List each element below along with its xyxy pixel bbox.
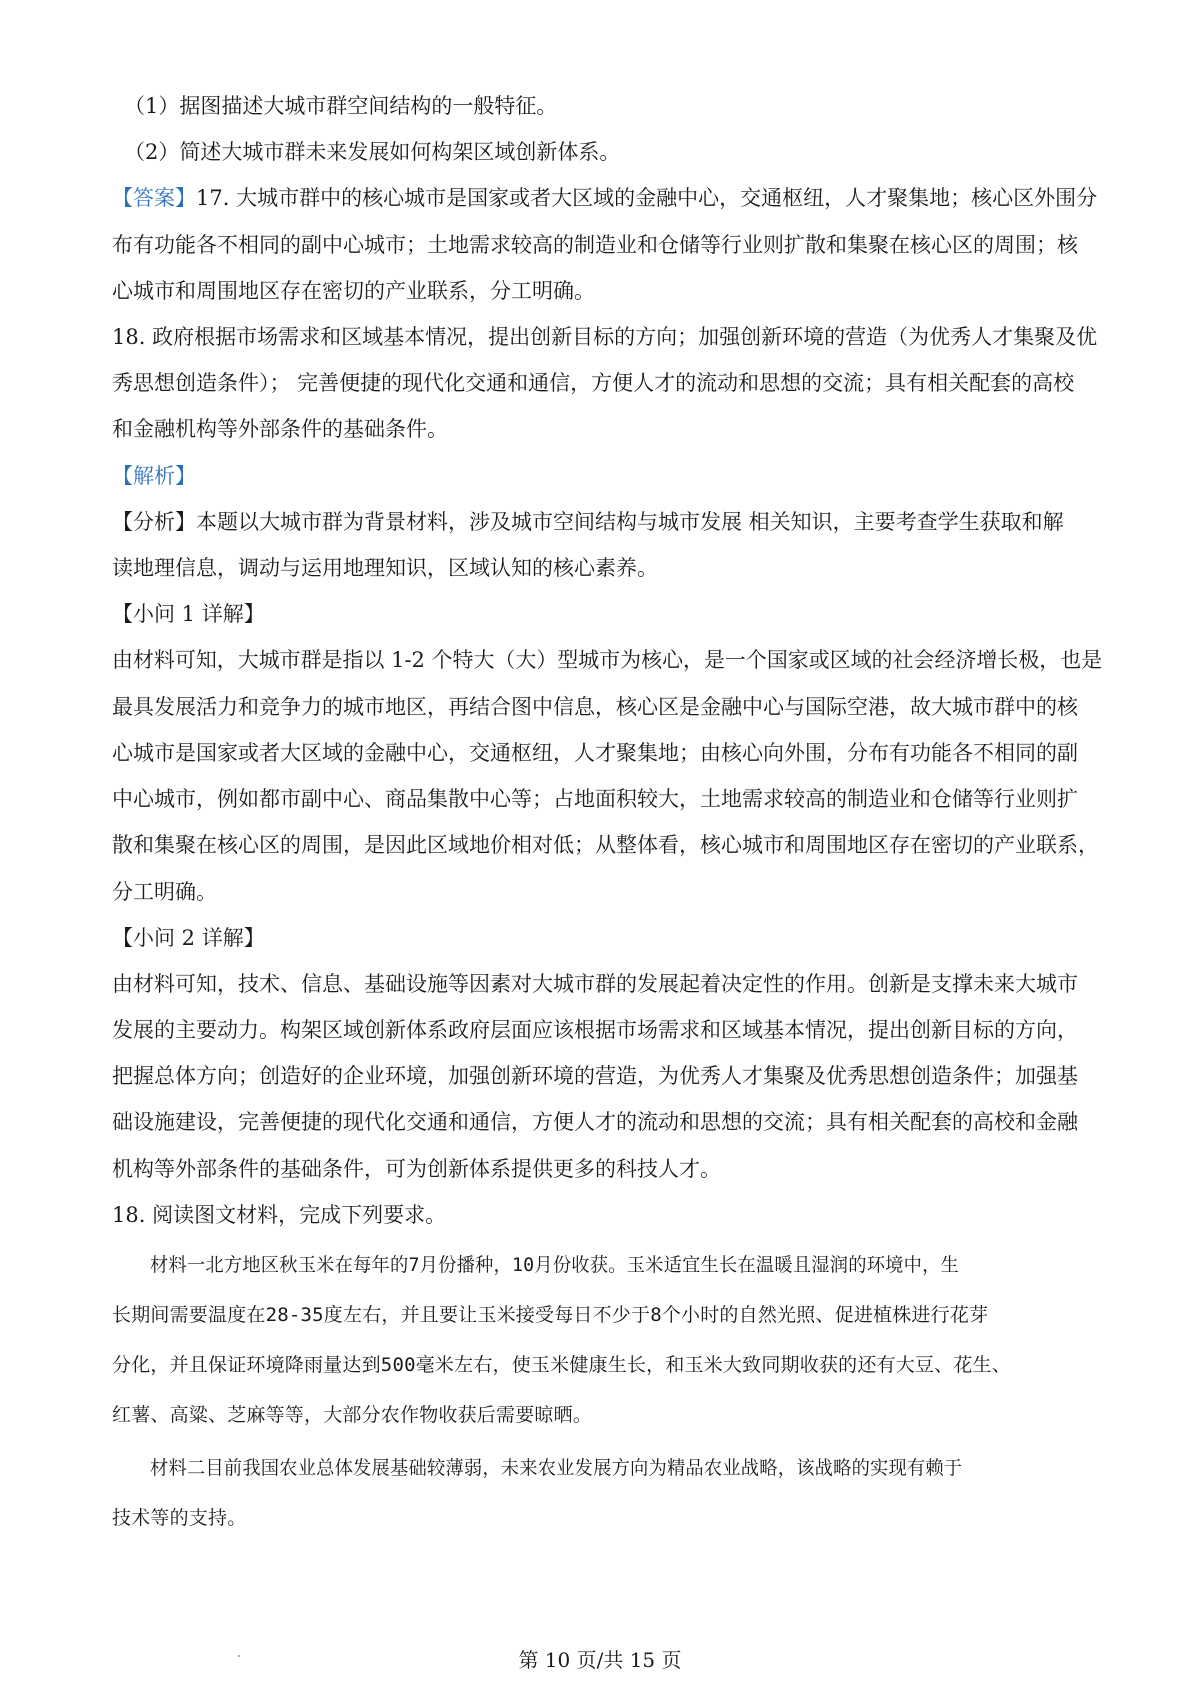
sub1-line-6: 分工明确。	[112, 880, 217, 904]
sub1-line-2: 最具发展活力和竞争力的城市地区，再结合图中信息，核心区是金融中心与国际空港，故大城市群中的核	[112, 695, 1078, 719]
answer-line-1: 【答案】17. 大城市群中的核心城市是国家或者大区域的金融中心，交通枢纽，人才聚集地；核心区外围分	[112, 186, 1098, 210]
answer-tag: 【答案】	[112, 186, 196, 210]
analysis-tag: 【解析】	[112, 464, 196, 488]
answer-line-2: 布有功能各不相同的副中心城市；土地需求较高的制造业和仓储等行业则扩散和集聚在核心区的周围；核	[112, 233, 1078, 257]
sub-question-2-heading: 【小问 2 详解】	[112, 926, 265, 950]
sub2-line-5: 机构等外部条件的基础条件，可为创新体系提供更多的科技人才。	[112, 1157, 721, 1181]
material-1-line-2: 长期间需要温度在28-35度左右，并且要让玉米接受每日不少于8个小时的自然光照、促进植株进行花芽	[112, 1304, 989, 1326]
sub2-line-2: 发展的主要动力。构架区域创新体系政府层面应该根据市场需求和区域基本情况，提出创新目标的方向，	[112, 1018, 1078, 1042]
sub2-line-4: 础设施建设，完善便捷的现代化交通和通信，方便人才的流动和思想的交流；具有相关配套的高校和金融	[112, 1110, 1078, 1134]
answer-line-5: 秀思想创造条件）； 完善便捷的现代化交通和通信，方便人才的流动和思想的交流；具有相关配套的高校	[112, 371, 1075, 395]
material-1-line-3: 分化，并且保证环境降雨量达到500毫米左右，使玉米健康生长，和玉米大致同期收获的还有大豆、花生、	[112, 1354, 1011, 1376]
material-1-line-4: 红薯、高粱、芝麻等等，大部分农作物收获后需要晾晒。	[112, 1404, 593, 1426]
sub2-line-3: 把握总体方向；创造好的企业环境，加强创新环境的营造，为优秀人才集聚及优秀思想创造条件；加强基	[112, 1064, 1078, 1088]
sub1-line-4: 中心城市，例如都市副中心、商品集散中心等；占地面积较大，土地需求较高的制造业和仓储等行业则扩	[112, 787, 1078, 811]
sub1-line-1: 由材料可知，大城市群是指以 1-2 个特大（大）型城市为核心，是一个国家或区域的社会经济增长极，也是	[112, 648, 1103, 672]
answer-line-6: 和金融机构等外部条件的基础条件。	[112, 417, 448, 441]
material-1-line-1: 材料一北方地区秋玉米在每年的7月份播种，10月份收获。玉米适宜生长在温暖且湿润的环境中，生	[150, 1254, 960, 1276]
analysis-line-1: 【分析】本题以大城市群为背景材料，涉及城市空间结构与城市发展 相关知识，主要考查学生获取和解	[112, 510, 1064, 534]
question-1: （1）据图描述大城市群空间结构的一般特征。	[124, 94, 558, 118]
material-2-line-1: 材料二目前我国农业总体发展基础较薄弱，未来农业发展方向为精品农业战略，该战略的实现有赖于	[150, 1457, 963, 1479]
question-18-title: 18. 阅读图文材料，完成下列要求。	[112, 1203, 447, 1227]
answer-line-3: 心城市和周围地区存在密切的产业联系，分工明确。	[112, 279, 595, 303]
sub1-line-5: 散和集聚在核心区的周围，是因此区域地价相对低；从整体看，核心城市和周围地区存在密切的产业联系，	[112, 833, 1099, 857]
analysis-line-2: 读地理信息，调动与运用地理知识，区域认知的核心素养。	[112, 556, 658, 580]
page-footer: 第 10 页/共 15 页	[518, 1648, 682, 1672]
sub1-line-3: 心城市是国家或者大区域的金融中心，交通枢纽，人才聚集地；由核心向外围，分布有功能各不相同的副	[112, 741, 1078, 765]
material-2-line-2: 技术等的支持。	[112, 1507, 247, 1529]
sub2-line-1: 由材料可知，技术、信息、基础设施等因素对大城市群的发展起着决定性的作用。创新是支撑未来大城市	[112, 972, 1078, 996]
question-2: （2）简述大城市群未来发展如何构架区域创新体系。	[124, 140, 621, 164]
sub-question-1-heading: 【小问 1 详解】	[112, 602, 265, 626]
answer-line-4: 18. 政府根据市场需求和区域基本情况，提出创新目标的方向；加强创新环境的营造（为优秀人才集聚及优	[112, 325, 1098, 349]
